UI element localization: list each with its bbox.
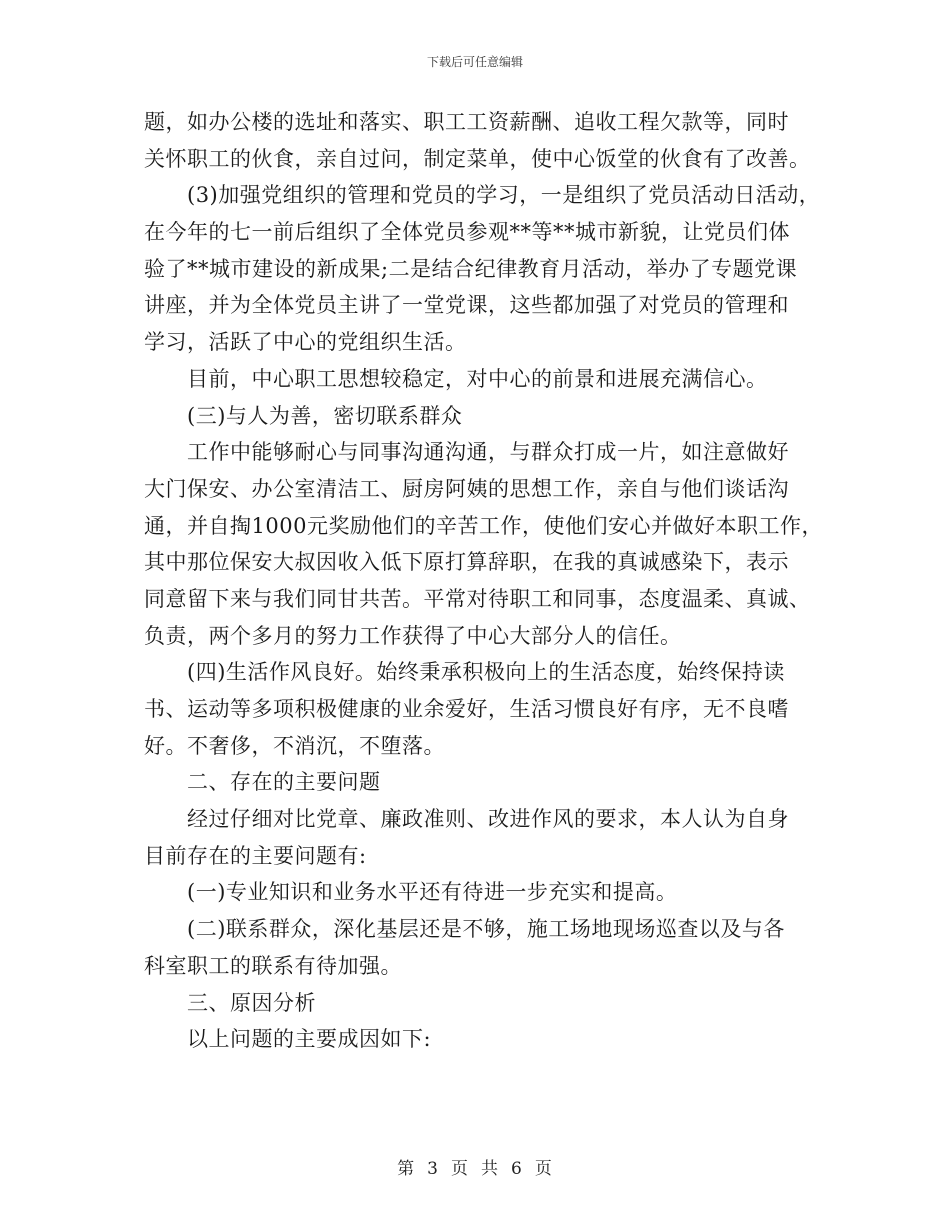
paragraph-line: 科室职工的联系有待加强。 [144,953,402,978]
paragraph-line: 验了**城市建设的新成果;二是结合纪律教育月活动，举办了专题党课 [144,256,798,281]
paragraph-line: 书、运动等多项积极健康的业余爱好，生活习惯良好有序，无不良嗜 [144,697,789,721]
paragraph-line: 经过仔细对比党章、廉政准则、改进作风的要求，本人认为自身 [187,807,789,832]
paragraph-line: 关怀职工的伙食，亲自过问，制定菜单，使中心饭堂的伙食有了改善。 [144,146,811,171]
paragraph-line: 通，并自掏1000元奖励他们的辛苦工作，使他们安心并做好本职工作， [144,513,823,538]
paragraph-line: 以上问题的主要成因如下: [187,1027,432,1052]
paragraph-line: 在今年的七一前后组织了全体党员参观**等**城市新貌，让党员们体 [144,220,790,245]
section-heading: 三、原因分析 [187,990,316,1015]
document-body [144,104,823,1058]
paragraph-line: 其中那位保安大叔因收入低下原打算辞职，在我的真诚感染下，表示 [144,550,789,575]
paragraph-line: 负责，两个多月的努力工作获得了中心大部分人的信任。 [144,623,682,648]
total-pages-number: 6 [511,1159,523,1179]
paragraph-line: 大门保安、办公室清洁工、厨房阿姨的思想工作，亲自与他们谈话沟 [144,476,789,501]
paragraph-line: 目前存在的主要问题有: [144,843,367,868]
paragraph-line: 题，如办公楼的选址和落实、职工工资薪酬、追收工程欠款等，同时 [144,110,789,134]
paragraph-line: 工作中能够耐心与同事沟通沟通，与群众打成一片，如注意做好 [187,440,789,465]
paragraph-line: 目前，中心职工思想较稳定，对中心的前景和进展充满信心。 [187,366,768,391]
footer-page-word: 页 [451,1159,469,1179]
paragraph-line: (二)联系群众，深化基层还是不够，施工场地现场巡查以及与各 [187,917,785,942]
paragraph-line: (3)加强党组织的管理和党员的学习，一是组织了党员活动日活动， [187,183,821,208]
paragraph-line: (四)生活作风良好。始终秉承积极向上的生活态度，始终保持读 [187,660,785,685]
paragraph-line: 同意留下来与我们同甘共苦。平常对待职工和同事，态度温柔、真诚、 [144,586,811,611]
section-heading: 二、存在的主要问题 [187,770,381,795]
current-page-number: 3 [427,1159,439,1179]
footer-prefix: 第 [397,1159,416,1179]
paragraph-line: 好。不奢侈，不消沉，不堕落。 [144,733,445,758]
section-heading: (三)与人为善，密切联系群众 [187,403,463,428]
paragraph-line: 讲座，并为全体党员主讲了一堂党课，这些都加强了对党员的管理和 [144,293,789,318]
paragraph-line: (一)专业知识和业务水平还有待进一步充实和提高。 [187,880,678,905]
paragraph-line: 学习，活跃了中心的党组织生活。 [144,330,467,355]
footer-total-word: 共 [481,1159,499,1179]
footer-suffix: 页 [534,1159,553,1179]
page-footer [0,1154,950,1179]
page-header: 下载后可任意编辑 [426,55,523,69]
